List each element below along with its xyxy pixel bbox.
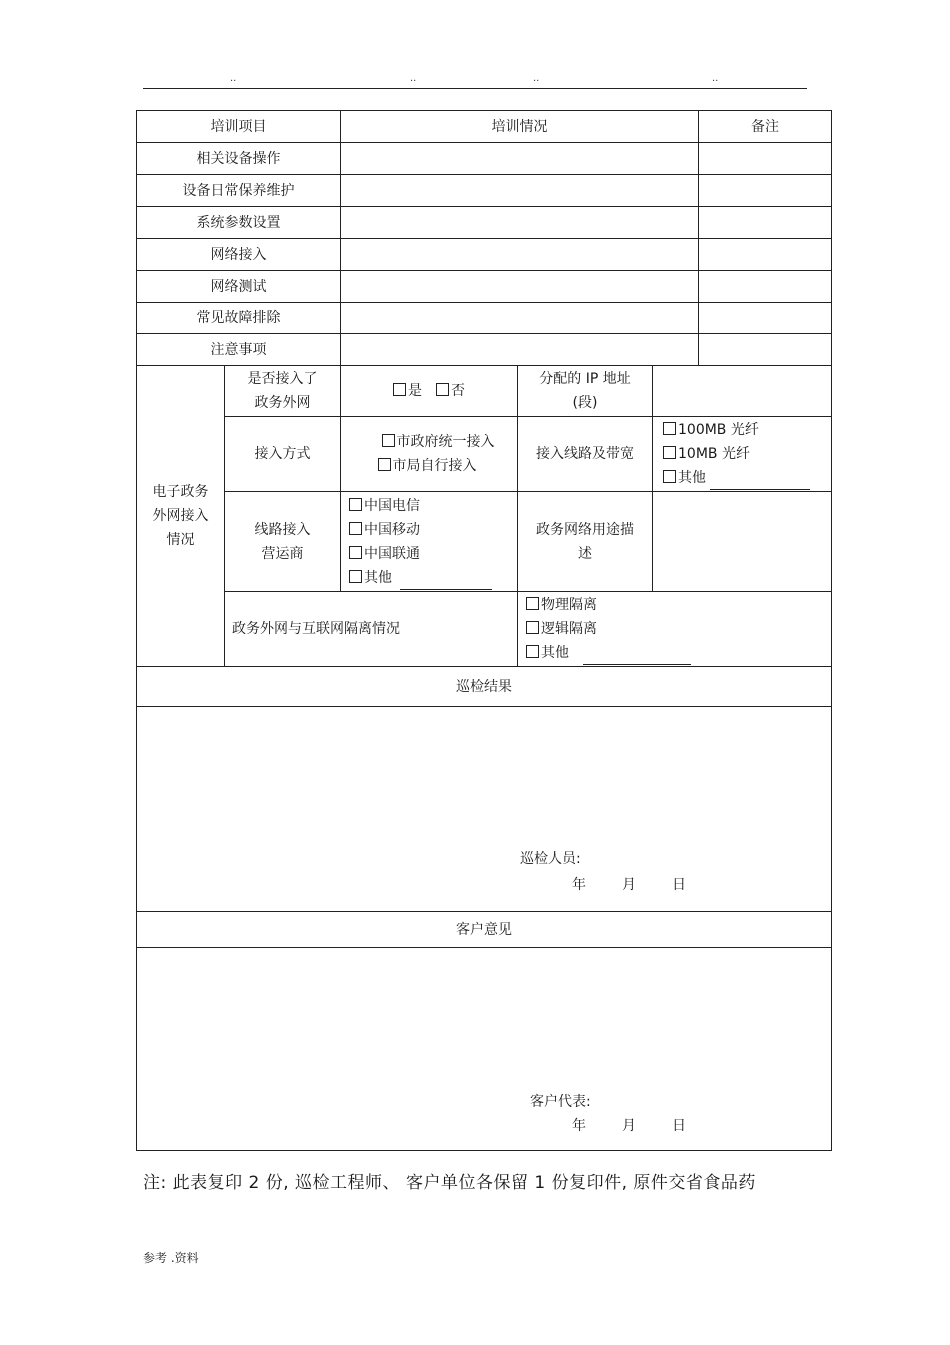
carrier-option-label: 中国联通	[364, 545, 420, 562]
checkbox-icon	[382, 434, 395, 447]
usage-label	[517, 491, 653, 592]
bandwidth-option-label: 10MB 光纤	[678, 446, 750, 462]
usage-field[interactable]	[652, 491, 832, 592]
isolation-other-blank[interactable]	[583, 650, 691, 665]
checkbox-icon	[663, 470, 676, 483]
connected-no-label: 否	[451, 383, 465, 399]
inspection-date-day: 日	[672, 877, 686, 893]
carrier-option[interactable]	[349, 518, 420, 542]
checkbox-icon	[349, 570, 362, 583]
training-status-field[interactable]	[340, 206, 699, 239]
checkbox-icon	[526, 621, 539, 634]
connected-label-line: 政务外网	[254, 395, 311, 411]
checkbox-icon	[378, 458, 391, 471]
bandwidth-option-label: 其他	[678, 470, 706, 486]
training-status-field[interactable]	[340, 302, 699, 334]
carrier-label	[224, 491, 341, 592]
checkbox-icon	[349, 498, 362, 511]
customer-date-day: 日	[672, 1118, 686, 1134]
training-item-label: 系统参数设置	[136, 206, 341, 239]
checkbox-icon	[349, 546, 362, 559]
training-remark-field[interactable]	[698, 206, 832, 239]
access-method-option[interactable]	[364, 430, 495, 454]
inspection-date-month: 月	[622, 877, 636, 893]
carrier-label-line: 营运商	[261, 545, 304, 562]
checkbox-icon	[663, 422, 676, 435]
access-method-label: 接入方式	[224, 416, 341, 492]
isolation-option[interactable]	[526, 617, 597, 641]
header-rule	[143, 88, 807, 89]
training-remark-field[interactable]	[698, 302, 832, 334]
inspection-date-year: 年	[572, 877, 586, 893]
isolation-option[interactable]	[526, 641, 691, 665]
col-header-remark: 备注	[698, 110, 832, 143]
carrier-option[interactable]	[349, 566, 492, 590]
bandwidth-option[interactable]	[663, 418, 759, 442]
isolation-label: 政务外网与互联网隔离情况	[224, 591, 518, 667]
bandwidth-option[interactable]	[663, 466, 810, 490]
training-item-label: 设备日常保养维护	[136, 174, 341, 207]
checkbox-icon	[663, 446, 676, 459]
training-item-label: 常见故障排除	[136, 302, 341, 334]
isolation-option-label: 其他	[541, 645, 569, 661]
footer-label: 参考 .资料	[143, 1251, 199, 1265]
header-dot: ..	[712, 73, 719, 84]
col-header-training-item: 培训项目	[136, 110, 341, 143]
isolation-option-label: 物理隔离	[541, 597, 597, 613]
copy-instruction-note: 注: 此表复印 2 份, 巡检工程师、 客户单位各保留 1 份复印件, 原件交省食品药	[143, 1173, 756, 1193]
training-remark-field[interactable]	[698, 174, 832, 207]
carrier-label-line: 线路接入	[254, 521, 311, 538]
customer-rep-signature-label: 客户代表:	[530, 1094, 591, 1110]
customer-opinion-title: 客户意见	[136, 911, 832, 948]
training-status-field[interactable]	[340, 333, 699, 366]
carrier-other-blank[interactable]	[400, 575, 492, 590]
carrier-option-label: 中国电信	[364, 497, 420, 514]
egov-section-label-line: 外网接入	[152, 508, 209, 524]
ip-address-label	[517, 365, 653, 417]
inspection-result-title: 巡检结果	[136, 666, 832, 707]
connected-label	[224, 365, 341, 417]
carrier-option-label: 其他	[364, 569, 392, 586]
connected-yes-label: 是	[408, 383, 422, 399]
access-method-option-label: 市政府统一接入	[396, 434, 495, 450]
access-method-option-label: 市局自行接入	[392, 458, 477, 474]
carrier-option[interactable]	[349, 542, 420, 566]
bandwidth-other-blank[interactable]	[710, 475, 810, 490]
ip-address-field[interactable]	[652, 365, 832, 417]
header-dot: ..	[230, 73, 237, 84]
training-remark-field[interactable]	[698, 333, 832, 366]
checkbox-icon	[393, 383, 406, 396]
carrier-options	[340, 491, 518, 592]
bandwidth-label: 接入线路及带宽	[517, 416, 653, 492]
isolation-option-label: 逻辑隔离	[541, 621, 597, 637]
training-status-field[interactable]	[340, 238, 699, 271]
training-item-label: 注意事项	[136, 333, 341, 366]
customer-opinion-field[interactable]	[136, 947, 832, 1151]
training-remark-field[interactable]	[698, 142, 832, 175]
checkbox-icon	[526, 645, 539, 658]
inspection-form	[136, 110, 832, 1151]
inspector-signature-label: 巡检人员:	[520, 851, 581, 867]
connected-no-option[interactable]	[436, 379, 465, 403]
inspection-result-field[interactable]	[136, 706, 832, 912]
ip-address-label-line: 分配的 IP 地址	[539, 371, 631, 387]
bandwidth-options	[652, 416, 832, 492]
bandwidth-option-label: 100MB 光纤	[678, 422, 759, 438]
checkbox-icon	[526, 597, 539, 610]
customer-date-year: 年	[572, 1118, 586, 1134]
access-method-option[interactable]	[364, 454, 477, 478]
header-dot: ..	[533, 73, 540, 84]
connected-choice	[340, 365, 518, 417]
egov-section-label-line: 电子政务	[152, 484, 209, 500]
carrier-option-label: 中国移动	[364, 521, 420, 538]
training-item-label: 网络测试	[136, 270, 341, 303]
training-item-label: 网络接入	[136, 238, 341, 271]
header-dot: ..	[410, 73, 417, 84]
training-status-field[interactable]	[340, 174, 699, 207]
training-status-field[interactable]	[340, 270, 699, 303]
training-remark-field[interactable]	[698, 238, 832, 271]
customer-date-month: 月	[622, 1118, 636, 1134]
connected-yes-option[interactable]	[393, 379, 422, 403]
training-remark-field[interactable]	[698, 270, 832, 303]
training-status-field[interactable]	[340, 142, 699, 175]
ip-address-label-line: (段)	[572, 395, 598, 411]
usage-label-line: 述	[578, 545, 592, 562]
bandwidth-option[interactable]	[663, 442, 750, 466]
checkbox-icon	[349, 522, 362, 535]
checkbox-icon	[436, 383, 449, 396]
isolation-option[interactable]	[526, 593, 597, 617]
egov-section-label	[136, 365, 225, 667]
col-header-training-status: 培训情况	[340, 110, 699, 143]
training-item-label: 相关设备操作	[136, 142, 341, 175]
isolation-options	[517, 591, 832, 667]
carrier-option[interactable]	[349, 494, 420, 518]
usage-label-line: 政务网络用途描	[536, 521, 634, 538]
egov-section-label-line: 情况	[166, 532, 195, 548]
connected-label-line: 是否接入了	[247, 371, 318, 387]
access-method-options	[340, 416, 518, 492]
